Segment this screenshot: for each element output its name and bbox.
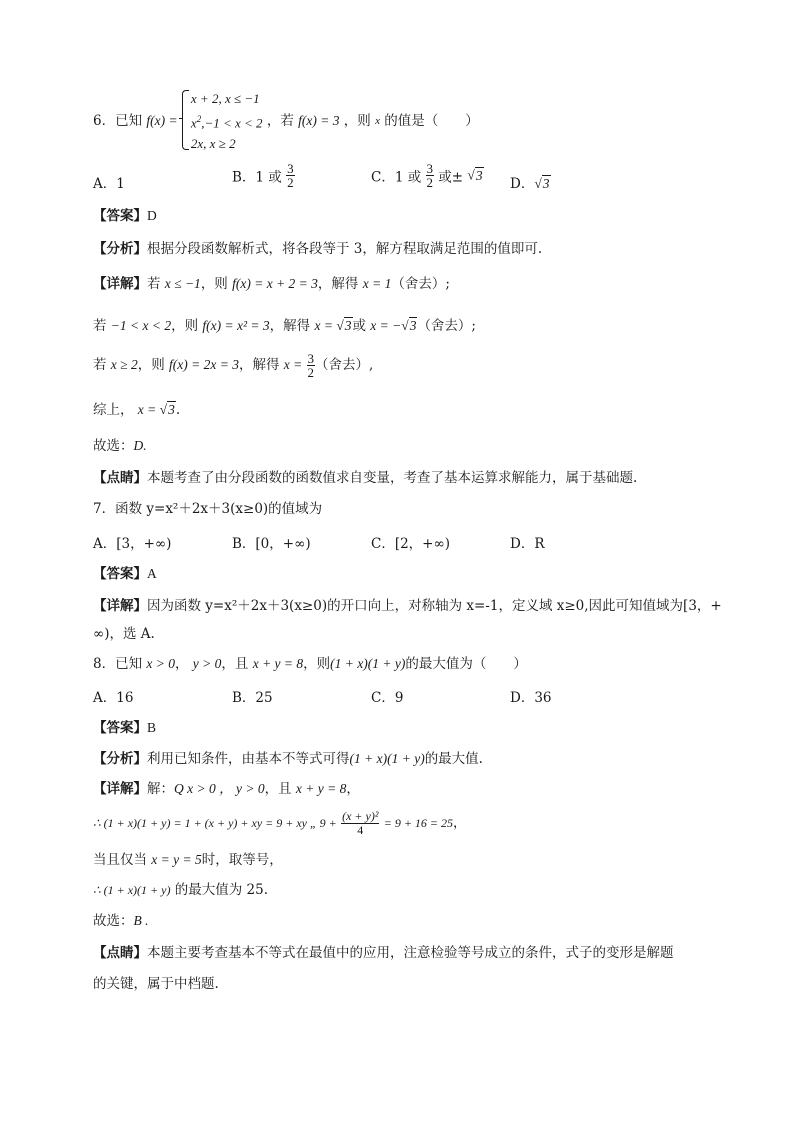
text: 的最大值. — [424, 751, 483, 767]
q8-detail-line-1 — [93, 779, 360, 799]
q8-detail-line-4 — [93, 880, 268, 900]
q7-option-d: D．R — [510, 536, 545, 552]
q8-option-b: B．25 — [232, 690, 273, 706]
q6-detail-line-4 — [93, 400, 180, 420]
math: x ≤ −1 — [164, 276, 201, 291]
fraction — [341, 810, 379, 837]
q6-option-d — [510, 172, 551, 192]
math: x ≥ 2 — [110, 357, 138, 372]
answer-tag: 【答案】 — [93, 720, 147, 736]
text: 综上， — [93, 402, 138, 418]
text: 的最大值为（ ） — [405, 656, 527, 672]
math: D. — [133, 438, 147, 453]
text: 故选： — [93, 913, 134, 929]
q6-option-c — [371, 162, 484, 189]
math: x = 1 — [362, 276, 392, 291]
math: B . — [133, 913, 149, 928]
text: （舍去）; — [391, 276, 450, 292]
math: x = — [283, 357, 303, 372]
comment-text: 本题主要考查基本不等式在最值中的应用，注意检验等号成立的条件，式子的变形是解题 — [147, 945, 674, 961]
detail-text: 因为函数 y=x²＋2x＋3(x≥0)的开口向上，对称轴为 x=-1，定义域 x≥0,因此可知值域为[3，+ — [147, 598, 722, 614]
q7-detail-line-2: ∞)，选 A. — [93, 626, 155, 642]
radicand: 3 — [168, 402, 175, 417]
text: ， — [175, 656, 193, 672]
text: 若 — [93, 318, 111, 334]
analysis-tag: 【分析】 — [93, 241, 147, 257]
case-2-range: ,−1 < x < 2 — [201, 115, 263, 131]
denominator: 2 — [426, 175, 434, 190]
q7-option-c: C．[2，+∞) — [371, 536, 451, 552]
q6-cond: f(x) = 3 — [298, 113, 340, 129]
case-2-exp: 2 — [196, 114, 202, 124]
detail-tag: 【详解】 — [93, 276, 147, 292]
denominator: 2 — [287, 175, 294, 190]
q6-func: f(x) = — [146, 113, 178, 129]
math: Q x > 0 ， y > 0 — [174, 781, 265, 796]
text: ，解得 — [269, 318, 315, 334]
answer-value: D — [147, 208, 157, 223]
math: f(x) = x² = 3 — [202, 318, 270, 333]
q6-option-d-label: D． — [510, 176, 535, 192]
q6-detail-line-3 — [93, 350, 373, 380]
q8-option-d: D．36 — [510, 690, 552, 706]
case-2 — [191, 109, 263, 133]
math: x = y = 5 — [151, 852, 202, 867]
case-2-base: x — [190, 115, 197, 131]
text: ，解得 — [317, 276, 363, 292]
answer-tag: 【答案】 — [93, 208, 147, 224]
q8-comment-line-2: 的关键，属于中档题. — [93, 976, 219, 992]
q6-comment — [93, 468, 637, 488]
radicand: 3 — [475, 167, 483, 183]
math: x = — [137, 402, 160, 417]
q6-option-b-label: B．1 或 — [232, 169, 282, 186]
sqrt: √3 — [534, 176, 550, 191]
q8-analysis — [93, 749, 483, 769]
q6-analysis — [93, 239, 542, 259]
brace-tip — [179, 118, 182, 119]
text: ，则 — [137, 357, 169, 373]
q8-option-a: A．16 — [93, 690, 134, 706]
q6-detail-line-2 — [93, 316, 476, 336]
numerator: 3 — [307, 351, 315, 366]
q7-detail-line-1 — [93, 596, 722, 616]
sqrt: √3 — [336, 318, 352, 333]
q7-option-a: A．[3，+∞) — [93, 536, 172, 552]
detail-tag: 【详解】 — [93, 598, 147, 614]
q6-stem-prefix: 6．已知 — [93, 113, 143, 130]
answer-value: A — [147, 566, 157, 581]
text: ，则 — [171, 318, 203, 334]
text: 或 — [352, 318, 371, 334]
denominator: 4 — [357, 823, 364, 837]
text: （舍去）; — [417, 318, 476, 334]
math: x + y = 8 — [252, 656, 304, 671]
q7-stem: 7．函数 y=x²＋2x＋3(x≥0)的值域为 — [93, 501, 323, 517]
detail-tag: 【详解】 — [93, 781, 147, 797]
case-3: 2x, x ≥ 2 — [190, 136, 236, 152]
text: ， — [346, 781, 360, 797]
radicand: 3 — [542, 176, 550, 191]
math: ∴ (1 + x)(1 + y) — [93, 883, 171, 897]
q6-option-a: A．1 — [93, 176, 125, 192]
comment-tag: 【点睛】 — [93, 945, 147, 961]
text: ，且 — [221, 656, 253, 672]
q6-option-c-mid: 或± — [438, 169, 464, 186]
text: 8．已知 — [93, 656, 147, 672]
case-1: x + 2, x ≤ −1 — [190, 91, 260, 106]
q6-answer — [93, 206, 157, 226]
q7-answer — [93, 564, 157, 584]
math: x > 0 — [146, 656, 175, 671]
q8-answer — [93, 718, 156, 738]
fraction — [307, 352, 316, 379]
text: 若 — [93, 357, 111, 373]
text: （舍去）, — [315, 357, 374, 373]
q6-stem-end: 的值是（ ） — [384, 113, 479, 130]
denominator: 2 — [307, 365, 315, 380]
piecewise-function — [182, 88, 263, 154]
analysis-text: 根据分段函数解析式，将各段等于 3，解方程取满足范围的值即可. — [147, 241, 543, 257]
q8-comment-line-1 — [93, 943, 674, 963]
math: (1 + x)(1 + y) — [349, 751, 425, 766]
text: 故选： — [93, 438, 134, 454]
math: f(x) = x + 2 = 3 — [232, 276, 318, 291]
text: ，则 — [303, 656, 331, 672]
q8-stem — [93, 654, 527, 674]
answer-tag: 【答案】 — [93, 566, 147, 582]
q6-stem-mid: ，若 — [266, 113, 294, 130]
text: ，且 — [264, 781, 296, 797]
math: f(x) = 2x = 3 — [169, 357, 239, 372]
text: ，则 — [200, 276, 233, 292]
text: ， — [453, 815, 467, 831]
math: y > 0 — [192, 656, 222, 671]
q8-option-c: C．9 — [371, 690, 404, 706]
comment-text: 本题考查了由分段函数的函数值求自变量，考查了基本运算求解能力，属于基础题. — [147, 470, 638, 486]
q7-option-b: B．[0，+∞) — [232, 536, 311, 552]
radicand: 3 — [409, 318, 417, 333]
q8-choose — [93, 911, 149, 931]
numerator: (x + y)² — [342, 809, 379, 823]
answer-value: B — [147, 720, 157, 735]
numerator: 3 — [287, 161, 294, 176]
brace-shape — [182, 90, 189, 150]
math: x = — [314, 318, 337, 333]
text: 时，取等号， — [201, 852, 283, 868]
q6-detail-line-1 — [93, 274, 450, 294]
sqrt: √3 — [159, 402, 175, 417]
math: ∴ (1 + x)(1 + y) = 1 + (x + y) + xy = 9 + xy „ 9 + — [93, 816, 337, 830]
math: = 9 + 16 = 25 — [383, 816, 454, 830]
text: 利用已知条件，由基本不等式可得 — [147, 751, 350, 767]
text: 的最大值为 25. — [170, 882, 269, 898]
radicand: 3 — [344, 318, 352, 333]
numerator: 3 — [426, 161, 434, 176]
q6-stem-mid2: ，则 — [343, 113, 371, 130]
analysis-tag: 【分析】 — [93, 751, 147, 767]
fraction — [286, 162, 295, 189]
text: 解： — [147, 781, 174, 797]
q6-var: x — [375, 115, 380, 128]
text: . — [175, 402, 181, 418]
math: x + y = 8 — [295, 781, 347, 796]
q6-choose — [93, 436, 147, 456]
text: 当且仅当 — [93, 852, 152, 868]
sqrt: √3 — [401, 318, 417, 333]
sqrt: √3 — [467, 167, 483, 183]
text: 若 — [147, 276, 165, 292]
text: ，解得 — [238, 357, 284, 373]
comment-tag: 【点睛】 — [93, 470, 147, 486]
q6-stem — [93, 88, 479, 154]
fraction — [426, 162, 435, 189]
math: −1 < x < 2 — [110, 318, 172, 333]
q8-detail-line-3 — [93, 850, 283, 870]
math: x = − — [370, 318, 402, 333]
q6-option-c-label: C．1 或 — [371, 169, 422, 186]
q8-detail-line-2 — [93, 808, 467, 838]
math: (1 + x)(1 + y) — [330, 656, 406, 671]
q6-option-b — [232, 162, 295, 189]
